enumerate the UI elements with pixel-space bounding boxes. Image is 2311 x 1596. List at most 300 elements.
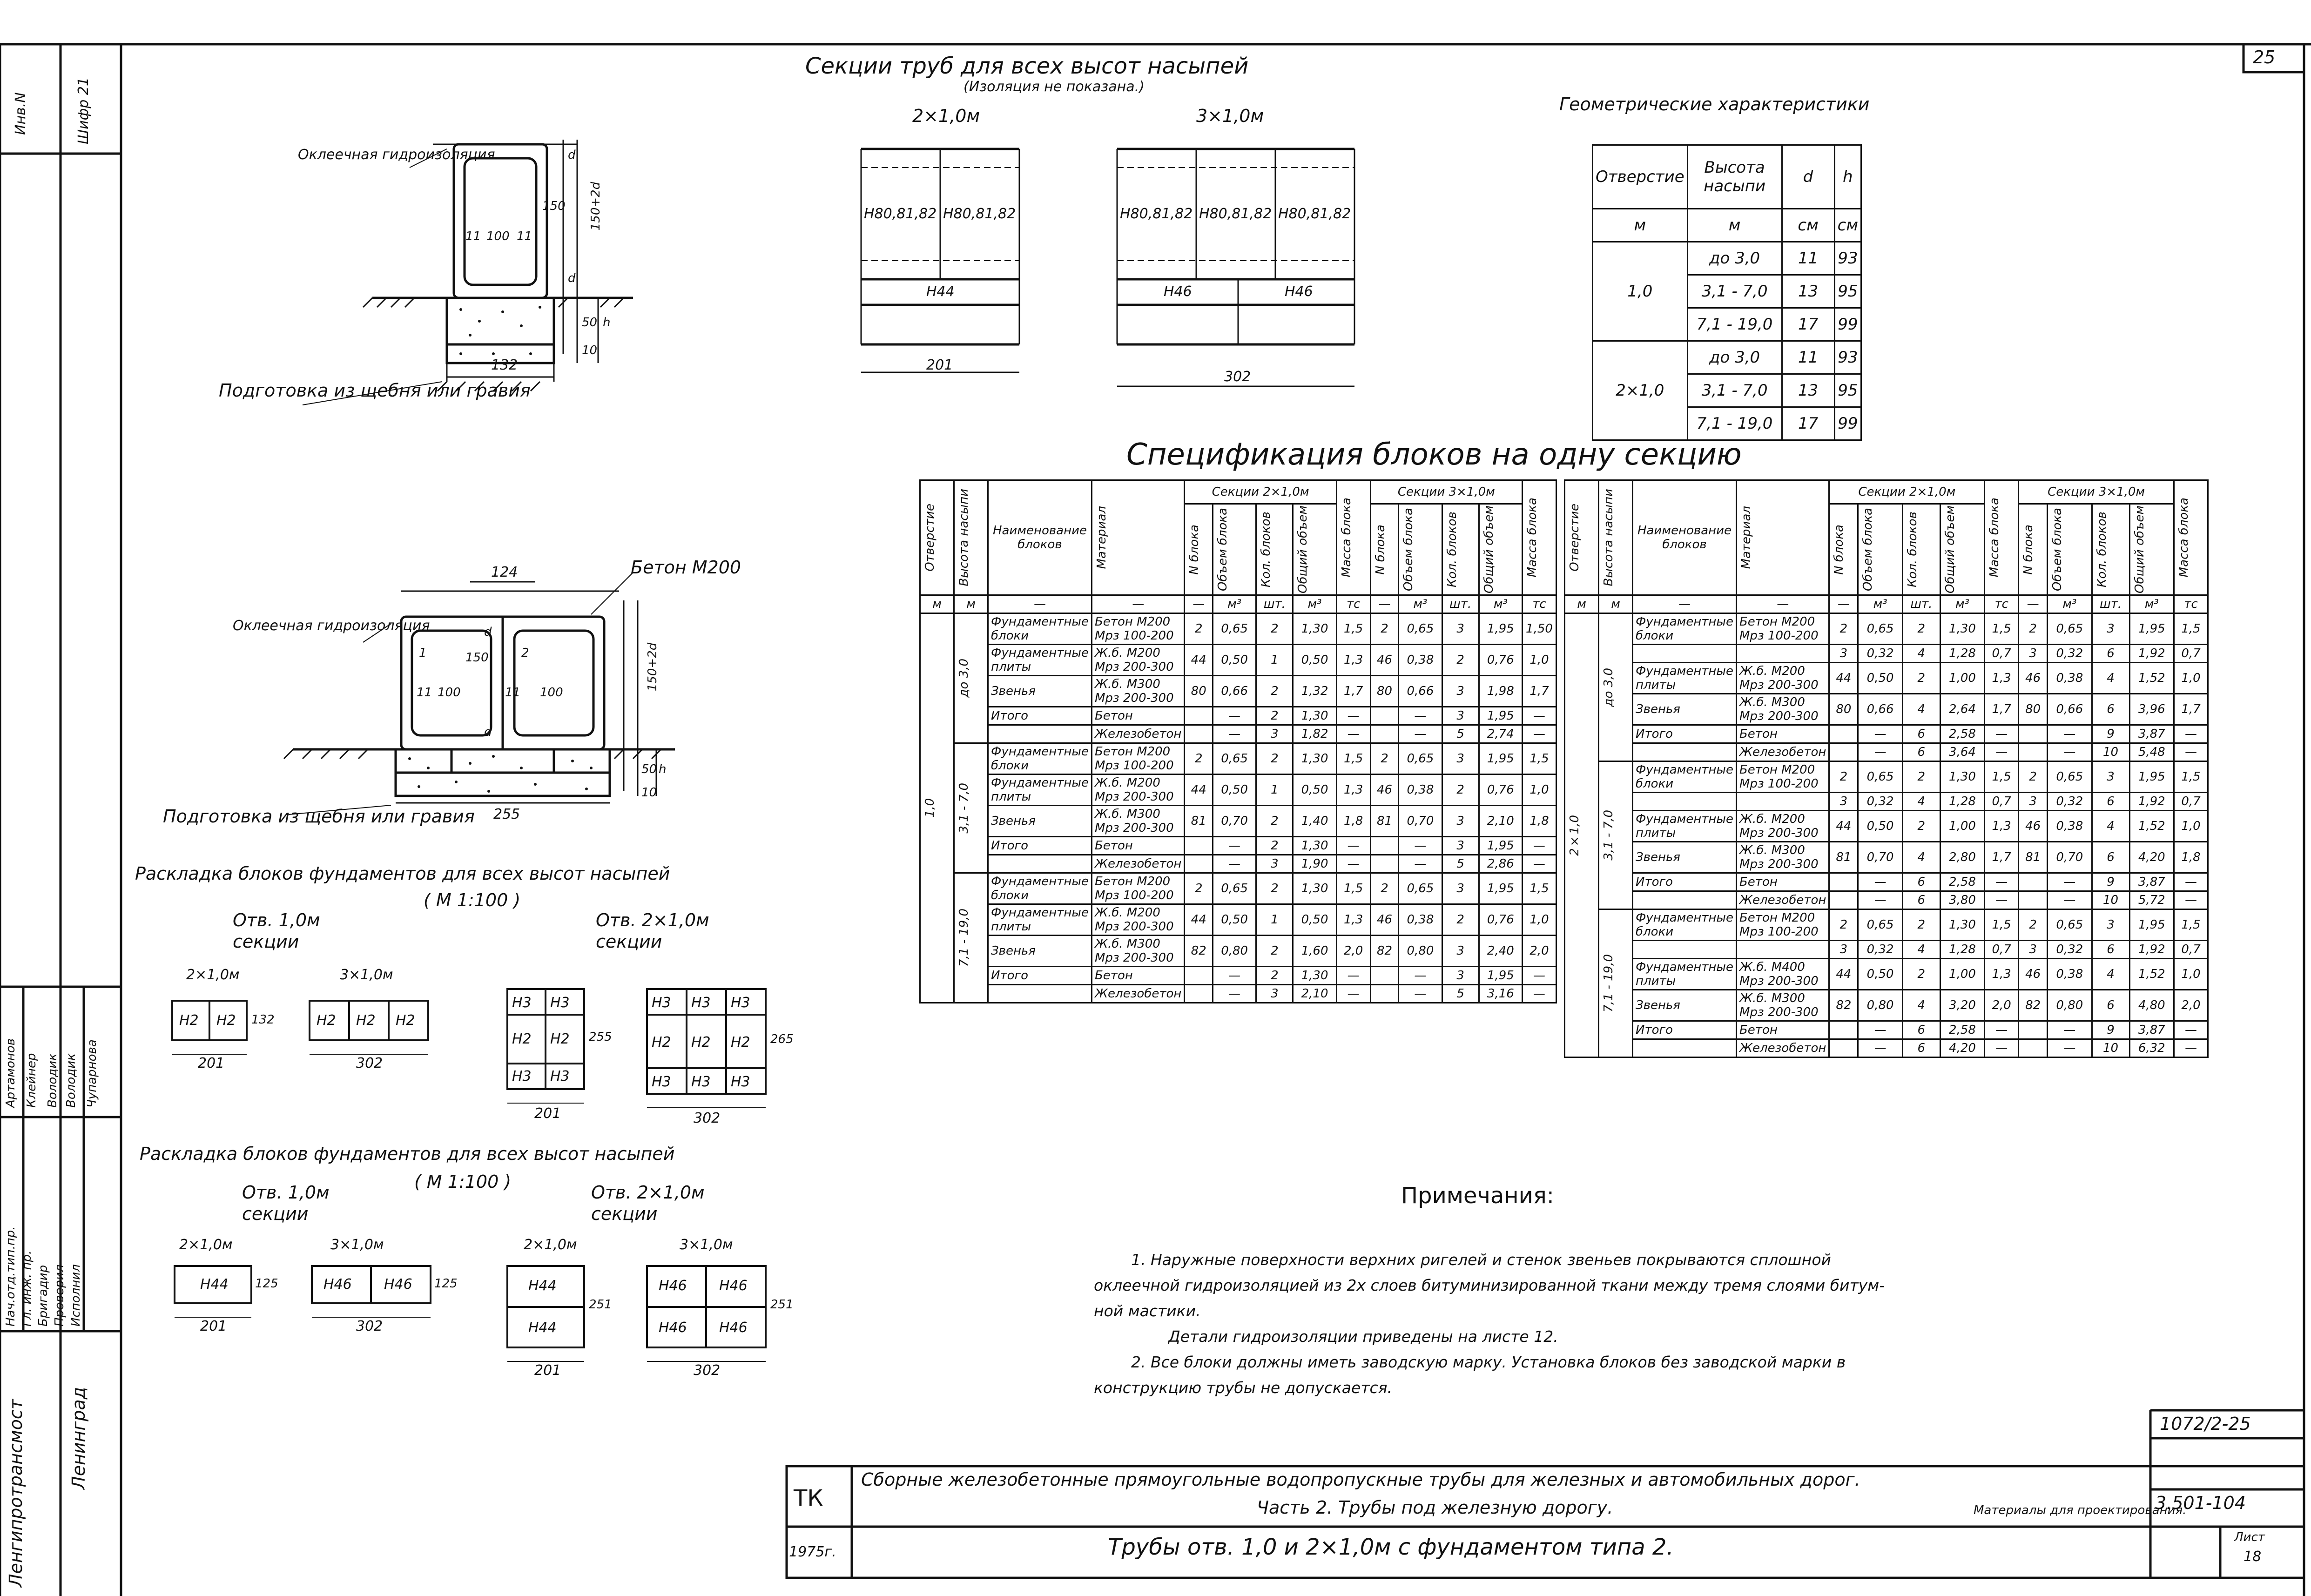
spec-value: 2 [1185,873,1213,904]
spec-value: 2,0 [1985,990,2019,1021]
spec-material: Ж.б. М200 Мрз 200-300 [1091,904,1184,935]
spec-value: 0,50 [1293,644,1336,675]
spec-value: 1,8 [1523,805,1556,836]
spec-row [920,836,1556,855]
spec-value: — [1858,743,1902,761]
spec-value: 2 [1902,613,1940,644]
spec-material: Бетон М200 Мрз 100-200 [1736,613,1829,644]
spec-height [954,743,988,873]
geo-header-height: Высота насыпи [1687,145,1782,209]
spec-value [1370,984,1399,1003]
spec-value: 44 [1185,774,1213,805]
spec-value: 1 [1256,644,1293,675]
spec-block-name: Фундаментные плиты [1633,958,1737,990]
geo-cell: 99 [1834,407,1861,440]
spec-h-sub-text: Кол. блоков [1445,511,1459,587]
spec-h-material [1091,480,1184,595]
geo-cell: 13 [1782,374,1834,407]
spec-unit: — [1736,595,1829,613]
fig1-dim-d-top: d [568,148,576,162]
spec-value: 6 [2092,842,2129,873]
spec-value: 2 [1256,613,1293,644]
spec-h-sub-text: Объем блока [2050,508,2065,591]
spec-value: 1,52 [2129,810,2174,842]
spec-h-sub-text: N блока [1187,524,1202,575]
fig1-dim-11b: 11 [517,229,532,243]
spec-h-sub-text: N блока [1832,524,1846,575]
spec-material: Бетон [1091,836,1184,855]
spec-h-sub [1370,504,1399,595]
cipher-label: Шифр 21 [75,77,92,144]
spec-value: 80 [2019,694,2048,725]
geo-header-d: d [1782,145,1834,209]
spec-value: 0,80 [1213,935,1256,966]
spec-value: 3 [1442,707,1479,725]
spec-value [1185,966,1213,984]
spec-value: 2 [1185,743,1213,774]
spec-block-name: Звенья [1633,694,1737,725]
spec-value: 1,28 [1940,792,1984,810]
layout2-sub: 3×1,0м [330,1237,384,1253]
geo-unit: м [1593,209,1688,242]
spec-value: 0,38 [2048,662,2092,694]
geo-unit: см [1782,209,1834,242]
spec-value: 46 [2019,810,2048,842]
spec-value: — [1523,725,1556,743]
spec-value: 0,66 [1399,675,1442,707]
spec-h-height [954,480,988,595]
spec-block-name: Звенья [1633,990,1737,1021]
spec-value: 3 [2019,644,2048,662]
spec-material: Железобетон [1736,1039,1829,1057]
layout2-title: Раскладка блоков фундаментов для всех высот насыпей [140,1144,675,1164]
spec-value: 0,50 [1858,662,1902,694]
spec-height [954,873,988,1003]
spec-value: 6 [2092,792,2129,810]
spec-height [1599,909,1633,1057]
layout1-block3: Н3 [731,995,750,1011]
layout1-dim: 201 [534,1105,561,1122]
signer-role-2: Гл. инж. пр. [20,1250,34,1327]
spec-value [2019,891,2048,909]
layout2-block-n44: Н44 [528,1320,557,1336]
fig1-dim-150: 150 [542,199,566,213]
spec-value: — [1213,855,1256,873]
spec-value: — [2174,1039,2208,1057]
spec-h-sub-text: Кол. блоков [1259,511,1273,587]
spec-row [920,774,1556,805]
spec-row [1565,792,2208,810]
spec-block-name: Фундаментные плиты [988,644,1092,675]
section-2x1-cell-1: Н80,81,82 [864,206,937,222]
spec-row [920,743,1556,774]
spec-unit: м³ [1213,595,1256,613]
spec-value: 6 [2092,644,2129,662]
layout1-header-a: Отв. 1,0м секции [233,910,320,952]
spec-h-mass-a [1985,480,2019,595]
spec-value: 0,65 [1399,743,1442,774]
layout1-block: Н2 [317,1012,336,1029]
spec-value: 2,40 [1479,935,1522,966]
spec-h-mass-b [2174,480,2208,595]
spec-value: — [1336,836,1370,855]
spec-value: 3 [1442,743,1479,774]
spec-value: 1,0 [2174,958,2208,990]
spec-block-name [1633,743,1737,761]
spec-value: 1,50 [1523,613,1556,644]
spec-value: 1,30 [1293,873,1336,904]
spec-value: — [1399,984,1442,1003]
spec-value: 3 [1442,935,1479,966]
spec-value: 1,30 [1293,966,1336,984]
spec-h-sub [1256,504,1293,595]
fig2-cell-mark-1: 1 [419,646,427,660]
fig1-dim-132: 132 [491,357,518,373]
spec-h-mass-a-text: Масса блока [1339,498,1354,578]
geo-cell: 93 [1834,242,1861,275]
spec-material: Ж.б. М300 Мрз 200-300 [1091,935,1184,966]
spec-value: — [1985,743,2019,761]
spec-value: 3 [1442,873,1479,904]
spec-value [2019,873,2048,891]
spec-h-mass-b-text: Масса блока [2177,498,2191,578]
spec-value: 1,30 [1293,836,1336,855]
spec-value: 0,70 [1399,805,1442,836]
spec-value: 0,32 [2048,940,2092,958]
spec-block-name: Итого [1633,873,1737,891]
spec-h-sub [1902,504,1940,595]
signer-role-4: Проверил [53,1264,67,1327]
spec-value: 2 [1442,644,1479,675]
spec-unit: тс [1523,595,1556,613]
section-2x1-foundation: Н44 [926,283,955,300]
spec-height-text: 3,1 - 7,0 [1602,810,1616,861]
spec-value [1185,855,1213,873]
spec-value: 0,7 [1985,644,2019,662]
layout1-dim: 265 [770,1032,794,1046]
spec-value: 2,74 [1479,725,1522,743]
spec-value: 82 [1185,935,1213,966]
spec-h-sub [1185,504,1213,595]
spec-material: Ж.б. М200 Мрз 200-300 [1736,810,1829,842]
spec-value: 3 [2092,613,2129,644]
spec-value: — [2048,873,2092,891]
spec-opening [920,613,954,1003]
spec-value: 3 [2092,761,2129,792]
fig2-dim-100a: 100 [438,686,461,700]
spec-value: — [1523,966,1556,984]
spec-value: 4 [1902,792,1940,810]
spec-block-name [1633,940,1737,958]
layout1-block: Н2 [216,1012,236,1029]
spec-value: 1,00 [1940,662,1984,694]
spec-value [1829,873,1858,891]
layout2-sub: 2×1,0м [524,1237,577,1253]
spec-value: 5 [1442,855,1479,873]
fig1-dim-100: 100 [486,229,510,243]
layout2-block-n46: Н46 [384,1276,412,1293]
spec-value: 3 [1442,966,1479,984]
spec-value: — [1213,984,1256,1003]
spec-material: Бетон М200 Мрз 100-200 [1736,909,1829,940]
spec-unit: м [1565,595,1599,613]
spec-value: 6 [1902,1039,1940,1057]
spec-value [1370,855,1399,873]
spec-unit: м³ [1858,595,1902,613]
spec-value: 1,95 [2129,909,2174,940]
spec-value: 1,0 [2174,662,2208,694]
spec-value: 46 [1370,904,1399,935]
spec-material: Железобетон [1091,855,1184,873]
spec-value: 0,38 [2048,810,2092,842]
spec-value: 81 [1185,805,1213,836]
spec-value: 2 [1370,613,1399,644]
spec-value: 81 [2019,842,2048,873]
layout2-dim: 302 [356,1318,383,1334]
spec-value: 2,58 [1940,725,1984,743]
spec-value: 0,65 [1858,761,1902,792]
spec-value: 3,87 [2129,725,2174,743]
layout1-block3: Н3 [652,995,671,1011]
spec-opening-text: 2×1,0 [1568,815,1582,856]
spec-h-opening [1565,480,1599,595]
spec-row [1565,958,2208,990]
spec-value: 2 [1829,613,1858,644]
spec-height-text: 7,1 - 19,0 [957,909,971,967]
spec-value: 2,0 [1523,935,1556,966]
spec-value: — [1858,725,1902,743]
spec-h-mass-a [1336,480,1370,595]
geometry-title: Геометрические характеристики [1559,94,1870,114]
spec-value: 3 [1256,725,1293,743]
spec-row [1565,694,2208,725]
stamp-code-1: 1072/2-25 [2160,1414,2251,1434]
spec-value: 44 [1829,810,1858,842]
spec-value: 0,65 [2048,613,2092,644]
layout1-block: Н2 [731,1034,750,1051]
spec-block-name [1633,1039,1737,1057]
spec-value: 3,80 [1940,891,1984,909]
spec-row [1565,743,2208,761]
spec-value: 1,30 [1940,909,1984,940]
stamp-line-2: Часть 2. Трубы под железную дорогу. [1257,1497,1613,1518]
section-3x1-foundation-1: Н46 [1164,283,1192,300]
spec-value: 10 [2092,743,2129,761]
spec-value: 44 [1829,958,1858,990]
spec-value: — [1985,725,2019,743]
spec-value: 3 [2019,792,2048,810]
spec-block-name: Звенья [1633,842,1737,873]
stamp-year: 1975г. [789,1544,836,1560]
spec-value: 1,90 [1293,855,1336,873]
layout2-dim: 125 [434,1277,458,1291]
geo-header-opening: Отверстие [1593,145,1688,209]
spec-value: 1,95 [1479,966,1522,984]
spec-value: 3 [1442,613,1479,644]
spec-value: 2 [2019,761,2048,792]
inventory-label: Инв.N [13,92,29,135]
spec-value: 9 [2092,725,2129,743]
spec-h-sub [1399,504,1442,595]
layout2-block-n44: Н44 [200,1276,229,1293]
spec-value: 2 [1442,904,1479,935]
fig1-dim-h: h [603,316,611,330]
spec-value: 1,82 [1293,725,1336,743]
spec-value: 80 [1185,675,1213,707]
spec-value: 0,32 [1858,644,1902,662]
fig2-concrete-label: Бетон М200 [631,557,741,578]
spec-value: 9 [2092,873,2129,891]
spec-value: 3,96 [2129,694,2174,725]
spec-value: 1,92 [2129,644,2174,662]
spec-value: — [1213,707,1256,725]
spec-value: 0,50 [1293,904,1336,935]
fig2-dim-50: 50 [641,762,657,776]
spec-value: 1,98 [1479,675,1522,707]
spec-block-name [988,725,1092,743]
layout1-scale: ( М 1:100 ) [424,890,521,910]
fig1-dim-10: 10 [582,343,598,357]
fig2-dim-d-top: d [484,625,492,639]
spec-h-sub-text: N блока [2021,524,2036,575]
spec-value: 0,38 [2048,958,2092,990]
spec-value: — [1985,1039,2019,1057]
spec-value: 1,7 [1985,842,2019,873]
layout2-sub: 2×1,0м [179,1237,233,1253]
fig2-dim-h: h [659,762,667,776]
fig1-dim-150-2d: 150+2d [589,182,603,231]
spec-block-name: Итого [988,836,1092,855]
spec-value [1370,725,1399,743]
spec-value: 1,5 [1523,873,1556,904]
signer-name-4: Володик [64,1053,78,1108]
layout2-dim: 201 [200,1318,227,1334]
note-1-continued: оклеечной гидроизоляцией из 2х слоев битуминизированной ткани между тремя слоями битум- [1094,1276,1885,1294]
spec-h-sub [1293,504,1336,595]
spec-value: 3 [1256,855,1293,873]
fig1-dim-11a: 11 [465,229,481,243]
spec-h-sub-text: Общий объем [1482,505,1496,593]
spec-value [1185,984,1213,1003]
spec-unit: — [1185,595,1213,613]
spec-row [920,984,1556,1003]
spec-value: 1,30 [1293,613,1336,644]
spec-row [920,935,1556,966]
spec-material: Ж.б. М300 Мрз 200-300 [1091,805,1184,836]
spec-unit: м [954,595,988,613]
spec-h-mass-a-text: Масса блока [1988,498,2002,578]
spec-unit: шт. [1442,595,1479,613]
spec-value: 0,65 [1399,613,1442,644]
spec-value: — [2174,891,2208,909]
spec-block-name: Фундаментные блоки [1633,909,1737,940]
spec-value: 82 [1370,935,1399,966]
spec-block-name [988,984,1092,1003]
spec-block-name: Итого [1633,1021,1737,1039]
spec-row [1565,725,2208,743]
spec-material: Бетон [1091,707,1184,725]
spec-unit: м [920,595,954,613]
spec-value [1370,707,1399,725]
spec-value: 4 [1902,990,1940,1021]
spec-value: 1,0 [2174,810,2208,842]
spec-value: 0,7 [1985,792,2019,810]
spec-value: 2,58 [1940,1021,1984,1039]
layout1-dim: 302 [356,1055,383,1071]
geo-unit: см [1834,209,1861,242]
spec-row [920,805,1556,836]
spec-material: Бетон М200 Мрз 100-200 [1736,761,1829,792]
spec-value: — [1858,1039,1902,1057]
spec-h-sub-text: Объем блока [1401,508,1416,591]
spec-value: 0,38 [1399,644,1442,675]
spec-value: — [2048,891,2092,909]
layout1-block: Н2 [356,1012,376,1029]
spec-value: — [1336,707,1370,725]
layout1-sub-2x1: 2×1,0м [186,967,240,983]
spec-value: 4 [1902,842,1940,873]
signer-name-5: Чупарнова [85,1039,99,1108]
spec-value [1185,725,1213,743]
spec-value: 2,10 [1293,984,1336,1003]
section-3x1-cell-3: Н80,81,82 [1278,206,1351,222]
fig2-dim-150-2d: 150+2d [646,642,660,692]
spec-material: Бетон [1091,966,1184,984]
spec-value: 2 [1370,873,1399,904]
spec-h-sub [2092,504,2129,595]
spec-value: 2 [1185,613,1213,644]
spec-row [1565,662,2208,694]
spec-value [2019,725,2048,743]
spec-value: 2,0 [1336,935,1370,966]
spec-table-right [1564,479,2209,1058]
spec-row [920,707,1556,725]
spec-unit: тс [1336,595,1370,613]
spec-value: 5,72 [2129,891,2174,909]
spec-value: 0,70 [2048,842,2092,873]
spec-value: 10 [2092,891,2129,909]
spec-material: Бетон [1736,725,1829,743]
spec-value: 81 [1370,805,1399,836]
spec-value: 4,80 [2129,990,2174,1021]
spec-material: Железобетон [1091,984,1184,1003]
spec-value: 0,80 [1399,935,1442,966]
spec-value: 1,5 [2174,909,2208,940]
spec-value [1185,836,1213,855]
spec-value: 82 [1829,990,1858,1021]
spec-value: 0,65 [1213,873,1256,904]
spec-material: Ж.б. М300 Мрз 200-300 [1736,990,1829,1021]
spec-value: 0,66 [2048,694,2092,725]
spec-value: 0,32 [1858,940,1902,958]
layout1-block3: Н3 [512,1068,532,1084]
layout1-header-b: Отв. 2×1,0м секции [596,910,709,952]
spec-value: 3 [1829,940,1858,958]
spec-row [1565,873,2208,891]
section-3x1-cell-1: Н80,81,82 [1120,206,1193,222]
layout2-dim: 302 [694,1362,721,1379]
fig2-dim-11b: 11 [505,686,521,700]
spec-value: 2 [1256,935,1293,966]
spec-material: Бетон [1736,873,1829,891]
spec-value: 0,7 [2174,792,2208,810]
stamp-sheet-number: 18 [2244,1549,2262,1565]
spec-row [1565,990,2208,1021]
fig2-dim-150: 150 [465,651,489,665]
spec-value: 1,30 [1293,743,1336,774]
spec-value: 6 [2092,990,2129,1021]
spec-value: 4 [2092,662,2129,694]
